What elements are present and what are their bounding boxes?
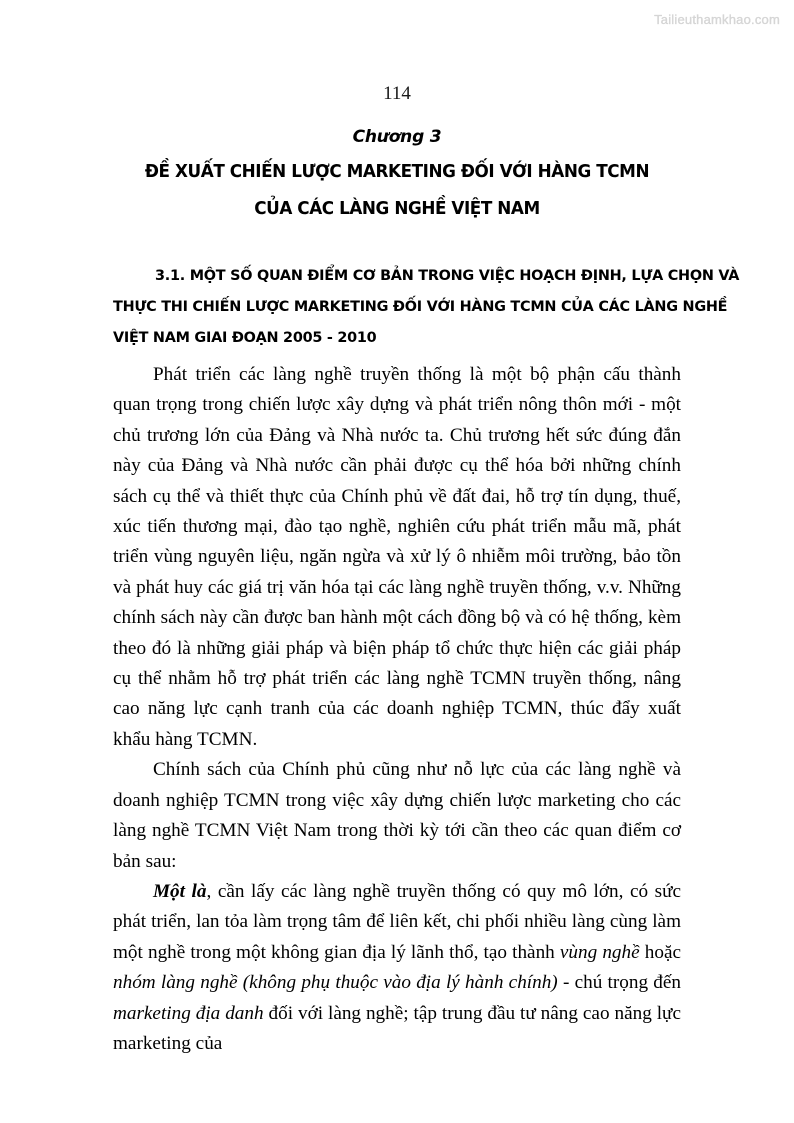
paragraph-3 <box>113 877 681 1059</box>
paragraph-3-emphasis-1: vùng nghề <box>559 941 640 963</box>
section-heading-line-3: VIỆT NAM GIAI ĐOẠN 2005 - 2010 <box>113 330 377 346</box>
paragraph-2: Chính sách của Chính phủ cũng như nỗ lực của các làng nghề và doanh nghiệp TCMN trong việc xây dựng chiến lược marketing cho các làng nghề TCMN Việt Nam trong thời kỳ tới cần theo các quan điểm cơ bản sau: <box>113 759 681 872</box>
paragraph-3-emphasis-3: marketing địa danh <box>113 1002 264 1024</box>
paragraph-3-lead-in: Một là <box>153 880 207 902</box>
section-heading <box>113 261 740 354</box>
page-content <box>113 122 740 1059</box>
chapter-title <box>124 154 669 228</box>
paragraph-3-text-3: - chú trọng đến <box>557 972 682 994</box>
site-watermark: Tailieuthamkhao.com <box>654 12 780 27</box>
section-heading-line-2: THỰC THI CHIẾN LƯỢC MARKETING ĐỐI VỚI HÀNG TCMN CỦA CÁC LÀNG NGHỀ <box>113 299 728 315</box>
paragraph-3-text-2: hoặc <box>639 941 681 963</box>
section-heading-line-1: 3.1. MỘT SỐ QUAN ĐIỂM CƠ BẢN TRONG VIỆC HOẠCH ĐỊNH, LỰA CHỌN VÀ <box>155 268 740 284</box>
chapter-title-line-2: CỦA CÁC LÀNG NGHỀ VIỆT NAM <box>254 199 540 219</box>
page-number: 114 <box>383 83 411 104</box>
chapter-title-line-1: ĐỀ XUẤT CHIẾN LƯỢC MARKETING ĐỐI VỚI HÀNG TCMN <box>144 162 650 182</box>
paragraph-3-emphasis-2: nhóm làng nghề (không phụ thuộc vào địa lý hành chính) <box>113 972 558 994</box>
paragraph-3-text-4: đối với làng nghề; tập trung đầu tư nâng cao năng lực marketing của <box>113 1002 681 1054</box>
paragraph-1: Phát triển các làng nghề truyền thống là một bộ phận cấu thành quan trọng trong chiến lược xây dựng và phát triển nông thôn mới - một chủ trương lớn của Đảng và Nhà nước ta. Chủ trương hết sức đúng đắn này của Đảng và Nhà nước cần phải được cụ thể hóa bởi những chính sách cụ thể và thiết thực của Chính phủ về đất đai, hỗ trợ tín dụng, thuế, xúc tiến thương mại, đào tạo nghề, nghiên cứu phát triển mẫu mã, phát triển vùng nguyên liệu, ngăn ngừa và xử lý ô nhiễm môi trường, bảo tồn và phát huy các giá trị văn hóa tại các làng nghề truyền thống, v.v. Những chính sách này cần được ban hành một cách đồng bộ và có hệ thống, kèm theo đó là những giải pháp và biện pháp tổ chức thực hiện các giải pháp cụ thể nhằm hỗ trợ phát triển các làng nghề TCMN truyền thống, nâng cao năng lực cạnh tranh của các doanh nghiệp TCMN, thúc đẩy xuất khẩu hàng TCMN. <box>113 364 681 750</box>
chapter-label: Chương 3 <box>352 127 442 147</box>
paragraph-3-text-1: , cần lấy các làng nghề truyền thống có quy mô lớn, có sức phát triển, lan tỏa làm trọng tâm để liên kết, chi phối nhiều làng cùng làm một nghề trong một không gian địa lý lãnh thổ, tạo thành <box>113 880 682 963</box>
